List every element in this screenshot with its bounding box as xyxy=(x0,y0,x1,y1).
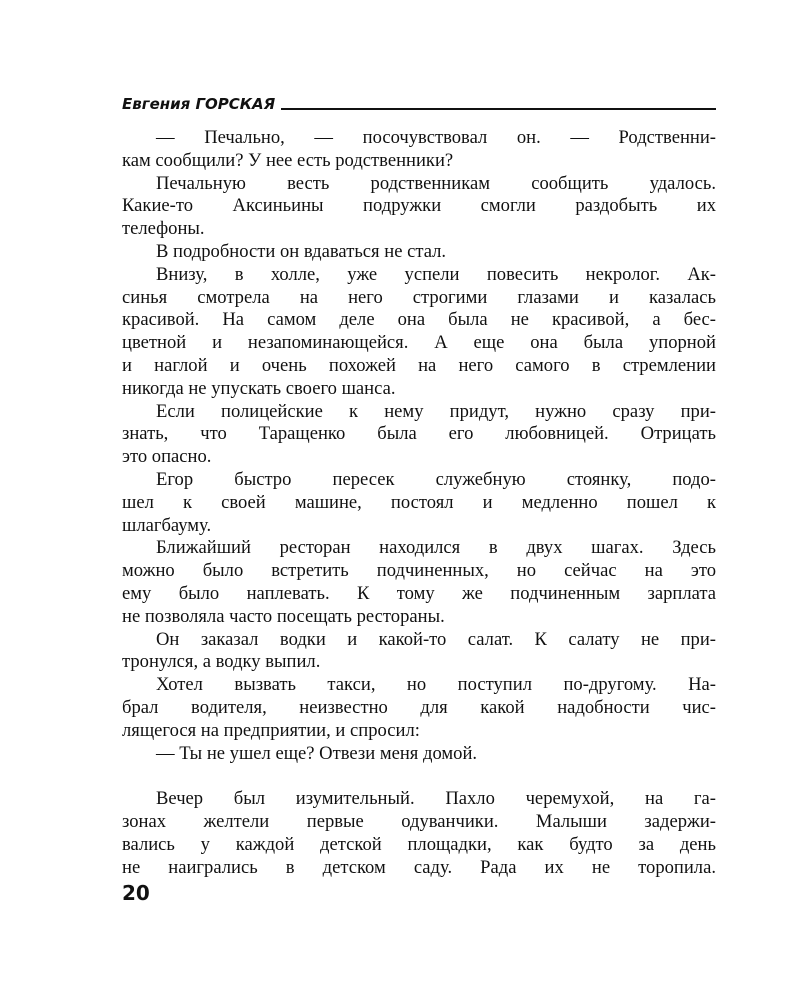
text-line: Ближайший ресторан находился в двух шагах. Здесь xyxy=(156,537,716,559)
header-rule xyxy=(281,108,716,110)
text-line: шлагбауму. xyxy=(122,514,212,536)
text-line: — Печально, — посочувствовал он. — Родственни- xyxy=(156,127,716,148)
text-line: не наигрались в детском саду. Рада их не торопила. xyxy=(122,856,716,878)
text-line: цветной и незапоминающейся. А еще она была упорной xyxy=(122,332,716,354)
text-line: кам сообщили? У нее есть родственники? xyxy=(122,149,454,171)
text-line: Внизу, в холле, уже успели повесить некролог. Ак- xyxy=(156,263,716,285)
text-line: зонах желтели первые одуванчики. Малыши задержи- xyxy=(122,810,716,832)
text-line: не позволяла часто посещать рестораны. xyxy=(122,605,445,627)
section-break xyxy=(122,765,716,788)
text-line: ему было наплевать. К тому же подчиненным зарплата xyxy=(122,582,716,604)
text-line: никогда не упускать своего шанса. xyxy=(122,377,396,399)
text-line: Какие-то Аксиньины подружки смогли раздобыть их xyxy=(122,195,716,217)
text-line: брал водителя, неизвестно для какой надобности чис- xyxy=(122,696,716,718)
text-line: шел к своей машине, постоял и медленно пошел к xyxy=(122,491,716,513)
text-line: тронулся, а водку выпил. xyxy=(122,651,321,673)
text-line: Хотел вызвать такси, но поступил по-другому. На- xyxy=(156,674,716,696)
author-name: Евгения ГОРСКАЯ xyxy=(122,95,276,113)
text-line: лящегося на предприятии, и спросил: xyxy=(122,719,420,741)
text-line: красивой. На самом деле она была не красивой, а бес- xyxy=(122,309,716,331)
text-line: можно было встретить подчиненных, но сейчас на это xyxy=(122,560,716,582)
text-line: синья смотрела на него строгими глазами и казалась xyxy=(122,286,716,308)
text-line: Если полицейские к нему придут, нужно сразу при- xyxy=(156,400,716,422)
text-line: это опасно. xyxy=(122,446,212,468)
text-line: Он заказал водки и какой-то салат. К салату не при- xyxy=(156,628,716,650)
text-line: и наглой и очень похожей на него самого в стремлении xyxy=(122,354,716,376)
running-header xyxy=(122,90,716,112)
text-line: вались у каждой детской площадки, как будто за день xyxy=(122,833,716,855)
page-number: 20 xyxy=(122,881,150,905)
text-line: знать, что Таращенко была его любовницей. Отрицать xyxy=(122,423,716,445)
text-line: Егор быстро пересек служебную стоянку, подо- xyxy=(156,468,716,490)
text-line: — Ты не ушел еще? Отвези меня домой. xyxy=(156,742,478,764)
text-line: телефоны. xyxy=(122,218,205,240)
text-line: В подробности он вдаваться не стал. xyxy=(156,240,447,262)
text-body xyxy=(122,127,716,879)
text-line: Вечер был изумительный. Пахло черемухой, на га- xyxy=(156,788,716,810)
text-line: Печальную весть родственникам сообщить удалось. xyxy=(156,172,716,194)
